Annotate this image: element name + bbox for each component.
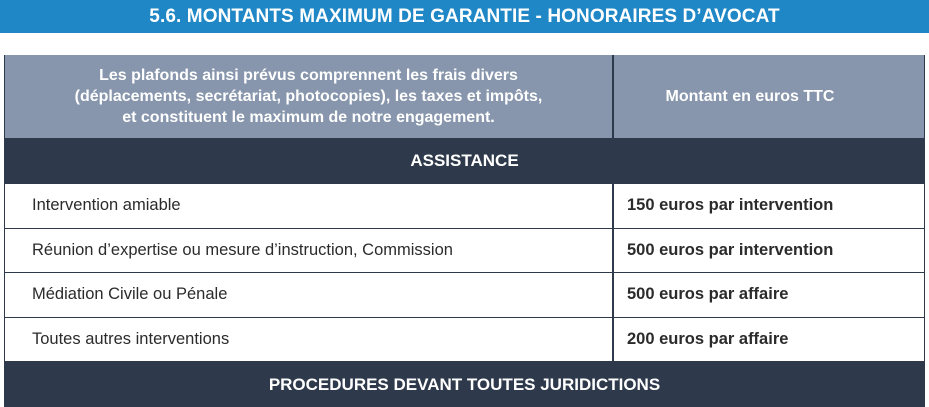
section-row-procedures: PROCEDURES DEVANT TOUTES JURIDICTIONS [5,362,924,407]
item-cell: Médiation Civile ou Pénale [5,273,614,317]
section-row-assistance: ASSISTANCE [5,138,924,184]
amount-cell: 500 euros par affaire [627,285,789,304]
description-line: (déplacements, secrétariat, photocopies), les taxes et impôts, [74,88,543,105]
table-row [5,184,924,229]
table-header-row [5,55,924,138]
description-line: Les plafonds ainsi prévus comprennent les frais divers [99,67,518,84]
amount-cell: 200 euros par affaire [627,329,789,348]
description-line: et constituent le maximum de notre engagement. [122,109,495,126]
item-cell: Intervention amiable [5,184,614,228]
item-cell: Toutes autres interventions [5,318,614,362]
guarantee-table [4,55,925,407]
amount-cell: 150 euros par intervention [627,196,834,215]
table-row [5,318,924,363]
description-header-cell [5,55,614,138]
amount-cell: 500 euros par intervention [627,240,834,259]
table-row [5,273,924,318]
table-row [5,229,924,274]
amount-header-cell: Montant en euros TTC [665,87,835,105]
section-title: 5.6. MONTANTS MAXIMUM DE GARANTIE - HONORAIRES D’AVOCAT [0,0,929,33]
item-cell: Réunion d’expertise ou mesure d’instruction, Commission [5,229,614,273]
